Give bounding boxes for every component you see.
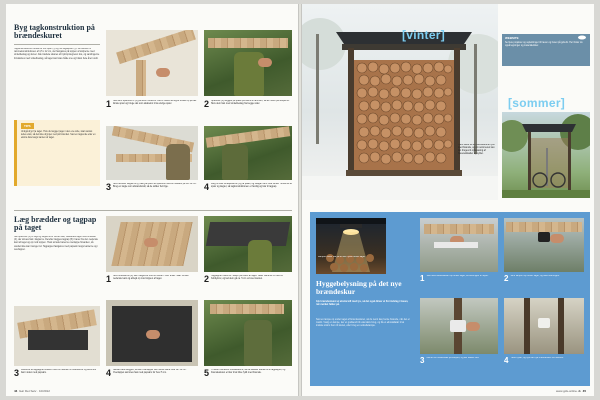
step2-photo [204, 30, 292, 96]
lamp [538, 232, 550, 242]
worker [166, 144, 190, 180]
main-photo-caption: I den kolde tid er brændeskuret fyldt med brænde, og om sommeren kan det bruges til opbevaring af haveredskaber og cykler. [458, 144, 495, 156]
lighting-step4-caption: 4 Tænd lyset, og nyd det nye brændeskur om aftenen. [504, 357, 564, 365]
section1-intro: Tagkonstruktionen består af fire spær (1) og fire tagsekser (1). De samles til rammekonstruktionen af 4,5 x 12 cm, der fastgøres på toppen af stolperne med vinkelbeslag og skruer. Alle trædele skæres af trykimprægneret træ, og samlingerne forstærkes med vinkelbeslag, så taget kan klare både sne og blæst hele året rundt. [14, 48, 100, 60]
s2-step1-caption: 1 Skru brædderne (4) fast i lægterne med to skruer i hver ende. Start fra den nederste kant og arbejd op mod toppen af taget. [106, 275, 189, 284]
s2-step3-photo [14, 306, 100, 366]
step1-caption: 1 Sav først spærene til (1) på skrå i enderne. Det er lettest at tegne snittet op på det første spær og bruge det som skabelon til de øvrige spær. [106, 100, 197, 109]
lighting-body: Sæt en lampe op under taget af brændeskuret, så du nemt kan hente brænde, når det er mørkt. Vælg en lampe, der er godkendt til udendørs brug, og få en elinstallatør til at trække strøm frem til skuret, eller brug en solcellelampe. [316, 318, 410, 328]
step4-caption: 4 Læg til sidst vindskederne (3) på plads, og fastgør dem med skruer i enderne af spær og lægter, så tagkonstruktionen er færdig og klar til tagpap. [204, 183, 292, 192]
s2-step3-caption: 3 Kanterne af tagpappet bukkes rundt om kanten af brædderne og sømmes fast i siden med papsøm. [14, 369, 96, 378]
lighting-step3-caption: 3 Monter en stikkontakt på stolpen, og kør kablet ned. [420, 357, 480, 365]
worker [222, 144, 248, 180]
season-label-summer: [sommer] [508, 96, 566, 110]
step4-photo [204, 126, 292, 180]
step1-photo [106, 30, 198, 96]
lighting-step2-caption: 2 Skru lampen op under taget, og tilslut ledningen. [504, 275, 560, 283]
s2-step2-caption: 2 Tagpappet rulles ud i baner på tværs af taget. Skær banerne til med en hobbykniv, og lad dem gå ca. 5 cm ud over kanten. [204, 275, 284, 284]
section2-title: Læg brædder og tagpap på taget [14, 215, 97, 233]
hand [146, 330, 160, 339]
section1-title: Byg tagkonstruktion på brændeskuret [14, 23, 95, 41]
summer-illustration [502, 112, 590, 198]
s2-step5-photo [204, 300, 292, 366]
s2-step4-photo [106, 300, 198, 366]
lamp-illustration [316, 218, 386, 274]
lighting-step2-photo [504, 218, 584, 272]
hand [258, 58, 272, 67]
right-folio: www.gds-online.dk 45 [555, 389, 586, 393]
hand [144, 238, 158, 247]
s2-step1-photo [106, 216, 198, 272]
tip-label: TIPS [21, 123, 34, 129]
woodshed-summer-photo [502, 112, 590, 198]
hand [550, 234, 564, 243]
beam [424, 224, 494, 234]
lighting-inset-photo [316, 218, 386, 274]
section-separator [14, 210, 292, 211]
worker [248, 240, 272, 272]
lighting-panel [310, 212, 590, 386]
right-page [302, 4, 594, 396]
step2-caption: 2 Spærene (1) lægges på plads på tværs af rammen, så de hviler på stolperne. Skru dem fast med vinkelbeslag fra begge sider. [204, 100, 290, 109]
worker [244, 320, 272, 366]
tip-box [14, 120, 100, 186]
tarpaper [28, 330, 88, 350]
beam [506, 222, 582, 232]
s2-step4-caption: 4 Næste bane lægges, så den overlapper den første bane med ca. 10 cm. Overlappet sømmes fast med papsøm for hver 5 cm. [106, 369, 187, 378]
season-label-winter: [vinter] [402, 28, 446, 42]
post [524, 298, 530, 354]
notice-label: WEBSITE [505, 36, 519, 40]
lighting-step3-photo [420, 298, 498, 354]
hand [156, 68, 170, 77]
lighting-step1-photo [420, 218, 498, 272]
tip-text: Undgå dryp fra taget. Hvis du lægger taget i den ene side, skal vandet ledes væk, så det ikke drypper ned på brændet. Sæt en tagrende eller en ekstra liste langs kanten af taget. [21, 131, 96, 140]
beam [136, 60, 146, 96]
beam [208, 38, 288, 48]
lighting-step1-caption: 1 Sæt først kabelbakken op under taget, så ledningen er skjult. [420, 275, 489, 283]
s2-step5-caption: 5 Til sidst monteres vindskederne, så de dækker kanterne af tagpappet, og brændeskuret er klar til at blive fyldt med brænde. [204, 369, 286, 378]
hand [466, 322, 480, 331]
board [210, 304, 284, 314]
socket [450, 320, 466, 332]
lighting-title: Hyggebelysning på det nye brændeskur [316, 279, 402, 296]
post [558, 298, 564, 354]
section1-rule [14, 44, 100, 45]
step3-photo [106, 126, 198, 180]
beam [116, 30, 196, 64]
notice-text: Se flere projekter og vejledninger til haven og huset på gds.dk. Her finder du også tegninger og materialelister. [505, 42, 583, 48]
beam [206, 126, 291, 148]
socket [538, 318, 550, 328]
left-page [6, 4, 298, 396]
lighting-subtitle: Giv brændeskuret et ekstra løft med lys, så det også bliver et flot indslag i haven, når mørket falder på. [316, 300, 409, 307]
section2-intro: Når spærene (1) er lagt og lægterne er skruet fast, beklædes taget med brædder (4), der skrues fast i lægterne. Derefter lægges tagpap (5) i baner fra den nederste kant af taget og op mod toppen. Husk at lade banerne overlappe hinanden, så vandet ikke kan trænge ind. Tagpappet fastgøres med papsøm langs kanterne og i overlappet. [14, 236, 98, 251]
mouse-icon [577, 35, 587, 40]
lighting-step4-photo [504, 298, 584, 354]
inset-caption: Lampen bliver sat på en lille hylde under taget. [318, 256, 366, 258]
s2-step2-photo [204, 216, 292, 272]
cable-box [434, 242, 478, 248]
step3-caption: 3 Skru derefter lægterne (2) fast på tværs af spærene med en afstand på ca. 30 cm. Brug en lægte som afstandsmål, så de sidder helt lige. [106, 183, 197, 192]
left-folio: 44 Gør Det Selv · 10/2012 [14, 389, 50, 393]
website-notice [502, 34, 590, 66]
